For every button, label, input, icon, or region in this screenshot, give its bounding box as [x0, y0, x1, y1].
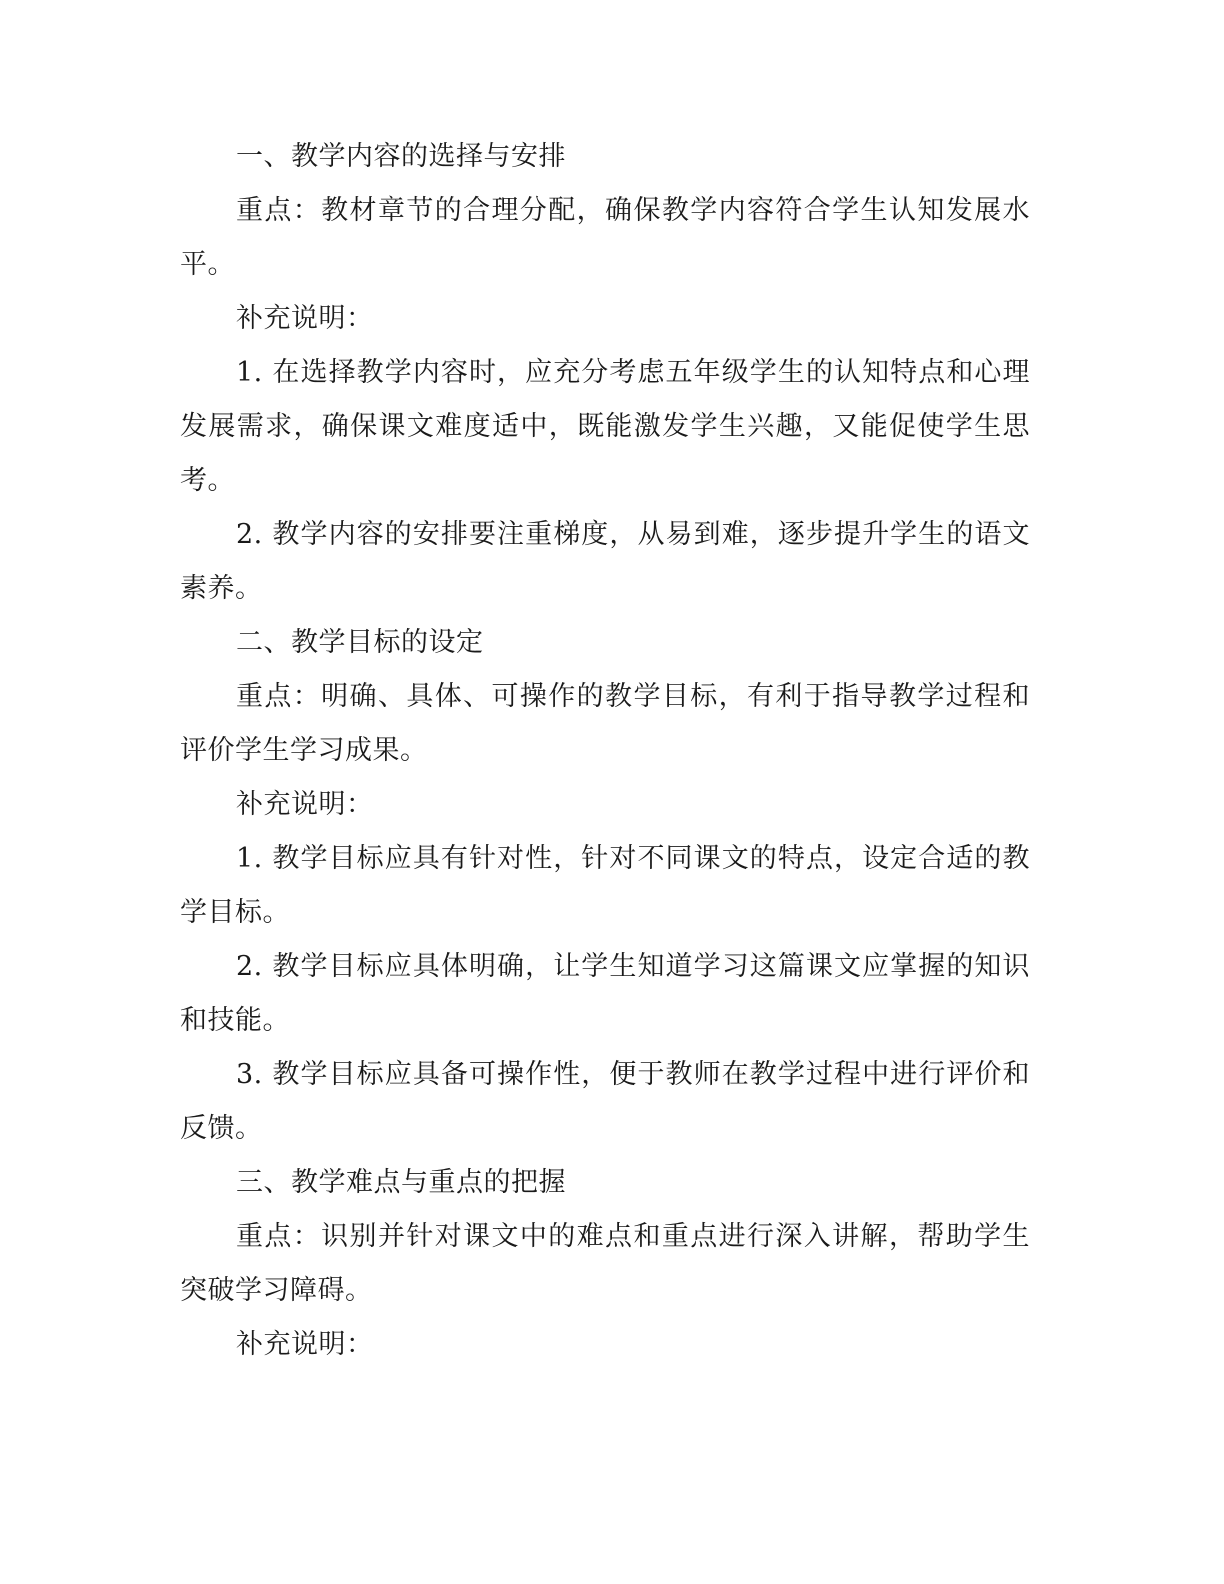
supplement-label-1: 补充说明：: [236, 303, 374, 334]
list-item-1-1: 1. 在选择教学内容时，应充分考虑五年级学生的认知特点和心理发展需求，确保课文难度适中，既能激发学生兴趣，又能促使学生思考。: [180, 357, 1030, 496]
section-heading-2: 二、教学目标的设定: [236, 627, 484, 658]
key-point-2: 重点：明确、具体、可操作的教学目标，有利于指导教学过程和评价学生学习成果。: [180, 681, 1030, 766]
list-item-2-1: 1. 教学目标应具有针对性，针对不同课文的特点，设定合适的教学目标。: [180, 843, 1030, 928]
list-item-2-3: 3. 教学目标应具备可操作性，便于教师在教学过程中进行评价和反馈。: [180, 1059, 1030, 1144]
document-page: [180, 130, 1030, 1372]
section-heading-3: 三、教学难点与重点的把握: [236, 1167, 566, 1198]
supplement-label-2: 补充说明：: [236, 789, 374, 820]
key-point-3: 重点：识别并针对课文中的难点和重点进行深入讲解，帮助学生突破学习障碍。: [180, 1221, 1030, 1306]
supplement-label-3: 补充说明：: [236, 1329, 374, 1360]
list-item-2-2: 2. 教学目标应具体明确，让学生知道学习这篇课文应掌握的知识和技能。: [180, 951, 1030, 1036]
section-heading-1: 一、教学内容的选择与安排: [236, 141, 566, 172]
key-point-1: 重点：教材章节的合理分配，确保教学内容符合学生认知发展水平。: [180, 195, 1030, 280]
list-item-1-2: 2. 教学内容的安排要注重梯度，从易到难，逐步提升学生的语文素养。: [180, 519, 1030, 604]
